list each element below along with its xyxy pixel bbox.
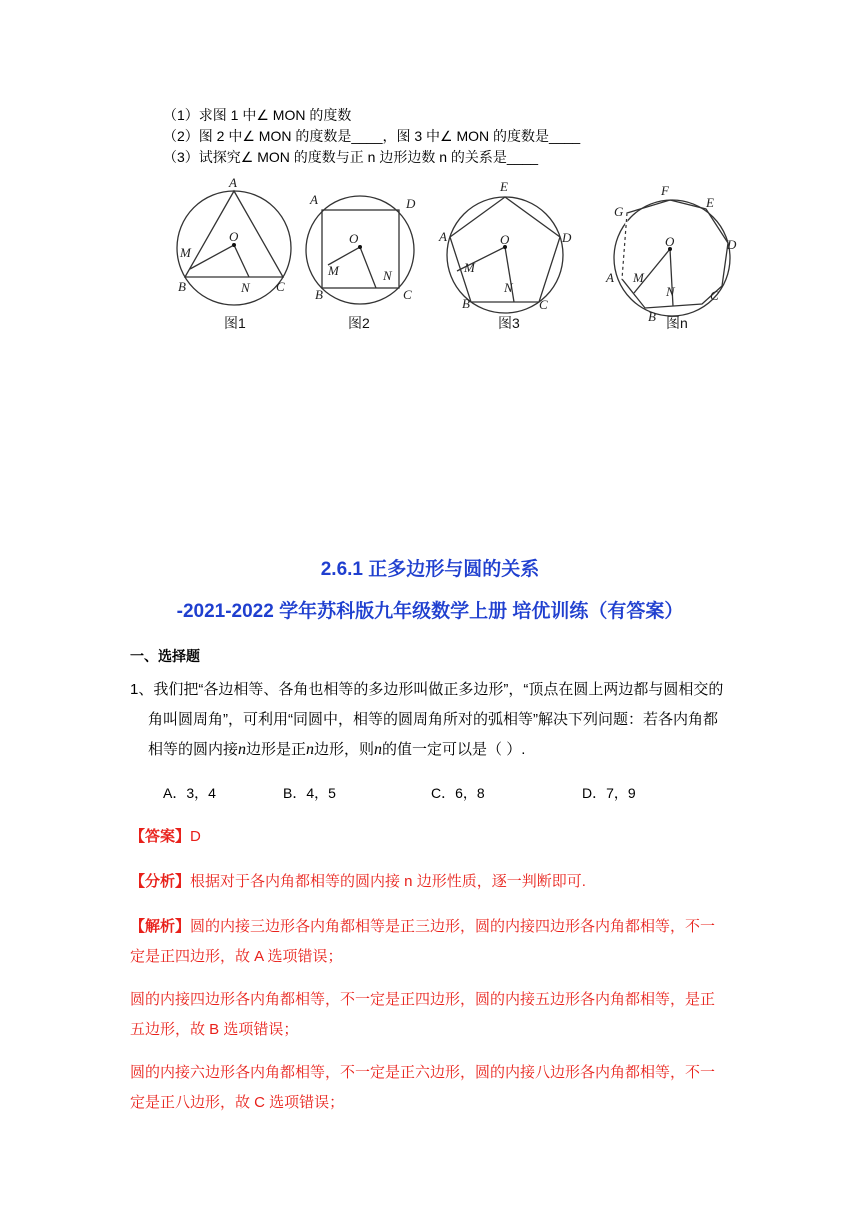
solution-paragraph-1: [130, 912, 730, 972]
fig2-label-o: O: [349, 231, 359, 246]
fig3-label-o: O: [500, 232, 510, 247]
fig3-label-c: C: [539, 297, 548, 312]
fign-label-d: D: [727, 237, 737, 252]
fig1-label-a: A: [229, 175, 237, 190]
line-3-part-b: 边形是正: [246, 741, 307, 758]
fig1-label-c: C: [276, 279, 285, 294]
fig2-label-d: D: [406, 196, 416, 211]
option-d: D．7，9: [582, 785, 636, 801]
caption-fig1: 图1: [224, 315, 246, 331]
fig3-label-m: M: [464, 260, 475, 275]
problem-1-line-3: [130, 735, 730, 765]
document-subtitle: -2021-2022 学年苏科版九年级数学上册 培优训练（有答案）: [176, 601, 684, 622]
variable-n: n: [306, 741, 315, 758]
geometry-figures: [160, 168, 760, 338]
solution-p3-line1: 圆的内接六边形各内角都相等，不一定是正六边形，圆的内接八边形各内角都相等，不一: [130, 1064, 716, 1081]
question-1: （1）求图 1 中∠ MON 的度数: [163, 107, 352, 123]
solution-p2-line1: 圆的内接四边形各内角都相等，不一定是正四边形，圆的内接五边形各内角都相等，是正: [130, 991, 716, 1008]
fig3-label-b: B: [462, 296, 470, 311]
fig3-label-d: D: [562, 230, 572, 245]
option-c: C．6，8: [431, 785, 485, 801]
solution-p2-line2: 五边形，故 B 选项错误；: [130, 1021, 299, 1038]
problem-1-text: [130, 675, 730, 765]
fig2-label-m: M: [328, 263, 339, 278]
fign-label-g: G: [614, 204, 624, 219]
question-3: （3）试探究∠ MON 的度数与正 n 边形边数 n 的关系是____: [163, 149, 539, 165]
option-b: B．4，5: [283, 785, 336, 801]
analysis-line: [130, 867, 730, 897]
variable-n: n: [238, 741, 247, 758]
solution-p1-line1: 圆的内接三边形各内角都相等是正三边形，圆的内接四边形各内角都相等，不一: [190, 918, 716, 935]
answer-line: [130, 822, 730, 852]
fig2-label-b: B: [315, 287, 323, 302]
solution-paragraph-3: [130, 1058, 730, 1118]
line-3-part-d: 的值一定可以是（ ）.: [382, 741, 526, 758]
question-2: （2）图 2 中∠ MON 的度数是____，图 3 中∠ MON 的度数是____: [163, 128, 581, 144]
fig3-label-e: E: [500, 179, 508, 194]
fig2-label-n: N: [383, 268, 392, 283]
fig3-label-n: N: [504, 280, 513, 295]
line-3-part-c: 边形，则: [314, 741, 375, 758]
variable-n: n: [374, 741, 383, 758]
problem-1-line-1: 1、我们把“各边相等、各角也相等的多边形叫做正多边形”，“顶点在圆上两边都与圆相交的: [130, 681, 724, 698]
caption-fig3: 图3: [498, 315, 520, 331]
analysis-label: 【分析】: [130, 873, 191, 890]
fig2-label-c: C: [403, 287, 412, 302]
fign-label-f: F: [661, 183, 669, 198]
solution-paragraph-2: [130, 985, 730, 1045]
answer-value: D: [190, 828, 201, 845]
caption-fig2: 图2: [348, 315, 370, 331]
option-a: A．3，4: [163, 785, 216, 801]
fign-label-m: M: [633, 270, 644, 285]
fig3-label-a: A: [439, 229, 447, 244]
fign-label-e: E: [706, 195, 714, 210]
fig1-label-o: O: [229, 229, 239, 244]
fig1-label-n: N: [241, 280, 250, 295]
solution-label: 【解析】: [130, 918, 191, 935]
solution-p1-line2: 定是正四边形，故 A 选项错误；: [130, 948, 343, 965]
caption-fign: 图n: [666, 315, 688, 331]
section-heading: 一、选择题: [130, 648, 200, 664]
answer-options: [163, 783, 723, 803]
fign-label-n: N: [666, 284, 675, 299]
fign-label-c: C: [710, 288, 719, 303]
fign-label-a: A: [606, 270, 614, 285]
fign-label-o: O: [665, 234, 675, 249]
fig1-label-b: B: [178, 279, 186, 294]
document-title: 2.6.1 正多边形与圆的关系: [320, 559, 540, 580]
line-3-part-a: 相等的圆内接: [148, 741, 239, 758]
fign-label-b: B: [648, 309, 656, 324]
fig2-label-a: A: [310, 192, 318, 207]
problem-1-line-2: 角叫圆周角”，可利用“同圆中，相等的圆周角所对的弧相等”解决下列问题：若各内角都: [148, 711, 718, 728]
answer-label: 【答案】: [130, 828, 191, 845]
solution-p3-line2: 定是正八边形，故 C 选项错误；: [130, 1094, 345, 1111]
analysis-text: 根据对于各内角都相等的圆内接 n 边形性质，逐一判断即可.: [190, 873, 586, 890]
fig1-label-m: M: [180, 245, 191, 260]
